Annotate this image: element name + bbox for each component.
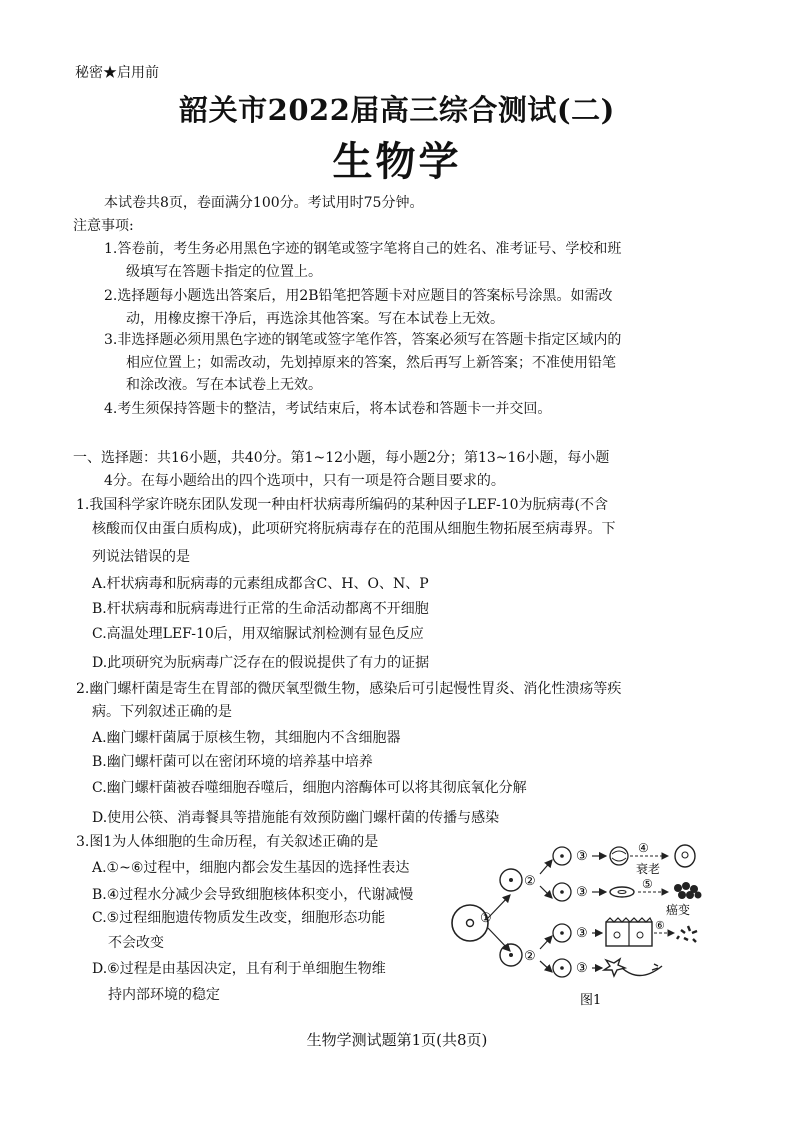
q1-stem: 列说法错误的是 [92, 549, 190, 565]
notes-heading: 注意事项: [73, 218, 134, 234]
step-2-label: ② [524, 874, 536, 889]
arrow [540, 860, 552, 874]
q1-stem: 1.我国科学家许晓东团队发现一种由杆状病毒所编码的某种因子LEF-10为朊病毒(不含 [76, 497, 608, 513]
note-line: 2.选择题每小题选出答案后，用2B铅笔把答题卡对应题目的答案标号涂黑。如需改 [104, 288, 613, 304]
secret-mark: 秘密★启用前 [75, 65, 159, 81]
q1-option-b: B.杆状病毒和朊病毒进行正常的生命活动都离不开细胞 [92, 601, 429, 617]
q2-option-c: C.幽门螺杆菌被吞噬细胞吞噬后，细胞内溶酶体可以将其彻底氧化分解 [92, 780, 527, 796]
flattened-cell [610, 887, 634, 897]
step-4-label: ④ [638, 841, 649, 855]
arrow [540, 936, 552, 949]
q3-option-d: D.⑥过程是由基因决定，且有利于单细胞生物维 [92, 961, 386, 977]
aging-cell [675, 845, 695, 867]
arrow [540, 961, 552, 972]
note-line: 3.非选择题必须用黑色字迹的钢笔或签字笔作答，答案必须写在答题卡指定区域内的 [104, 332, 622, 348]
subject-title: 生物学 [332, 138, 462, 185]
q2-option-d: D.使用公筷、消毒餐具等措施能有效预防幽门螺杆菌的传播与感染 [92, 810, 500, 826]
cell-life-history-figure [440, 838, 720, 1013]
q2-option-b: B.幽门螺杆菌可以在密闭环境的培养基中培养 [92, 754, 373, 770]
step-1-label: ① [480, 911, 492, 926]
cancer-label: 癌变 [666, 903, 691, 917]
q3-option-c: C.⑤过程细胞遗传物质发生改变，细胞形态功能 [92, 910, 386, 926]
q2-option-a: A.幽门螺杆菌属于原核生物，其细胞内不含细胞器 [92, 730, 401, 746]
step-5-label: ⑤ [642, 877, 653, 891]
note-line: 4.考生须保持答题卡的整洁，考试结束后，将本试卷和答题卡一并交回。 [104, 401, 552, 417]
exam-title: 韶关市2022届高三综合测试(二) [179, 93, 615, 127]
q3-option-b: B.④过程水分减少会导致细胞核体积变小，代谢减慢 [92, 887, 414, 903]
note-line: 和涂改液。写在本试卷上无效。 [126, 377, 322, 393]
section-heading: 一、选择题：共16小题，共40分。第1~12小题，每小题2分；第13~16小题，每小题 [73, 450, 610, 466]
cell [500, 869, 522, 891]
figure-caption: 图1 [580, 993, 602, 1008]
cell [553, 847, 571, 865]
step-3-label: ③ [576, 926, 588, 941]
step-6-label: ⑥ [655, 919, 665, 932]
neuron-cell [604, 959, 662, 976]
q3-option-c-cont: 不会改变 [108, 935, 164, 951]
exam-intro: 本试卷共8页，卷面满分100分。考试用时75分钟。 [104, 195, 424, 211]
note-line: 级填写在答题卡指定的位置上。 [126, 264, 322, 280]
q1-stem: 核酸而仅由蛋白质构成)，此项研究将朊病毒存在的范围从细胞生物拓展至病毒界。下 [92, 521, 616, 537]
step-3-label: ③ [576, 885, 588, 900]
step-3-label: ③ [576, 961, 588, 976]
cell [553, 924, 571, 942]
q3-option-d-cont: 持内部环境的稳定 [108, 987, 220, 1003]
q1-option-a: A.杆状病毒和朊病毒的元素组成都含C、H、O、N、P [92, 576, 429, 592]
q2-stem: 2.幽门螺杆菌是寄生在胃部的微厌氧型微生物，感染后可引起慢性胃炎、消化性溃疡等疾 [76, 681, 622, 697]
q1-option-c: C.高温处理LEF-10后，用双缩脲试剂检测有显色反应 [92, 626, 424, 642]
q2-stem: 病。下列叙述正确的是 [92, 704, 232, 720]
cell [553, 883, 571, 901]
cell [553, 959, 571, 977]
arrow [540, 886, 552, 898]
cell [610, 847, 628, 865]
q3-option-a: A.①~⑥过程中，细胞内都会发生基因的选择性表达 [92, 860, 410, 876]
section-heading-cont: 4分。在每小题给出的四个选项中，只有一项是符合题目要求的。 [104, 473, 505, 489]
apoptotic-fragments [677, 926, 697, 942]
arrow [488, 928, 510, 951]
q3-stem: 3.图1为人体细胞的生命历程，有关叙述正确的是 [76, 834, 379, 850]
q1-option-d: D.此项研究为朊病毒广泛存在的假说提供了有力的证据 [92, 655, 430, 671]
step-2-label: ② [524, 949, 536, 964]
epithelial-cells [606, 918, 652, 946]
step-3-label: ③ [576, 849, 588, 864]
page-footer: 生物学测试题第1页(共8页) [306, 1031, 488, 1049]
cancer-cell-cluster [674, 882, 702, 899]
aging-label: 衰老 [636, 862, 661, 876]
cell [500, 944, 522, 966]
note-line: 1.答卷前，考生务必用黑色字迹的钢笔或签字笔将自己的姓名、准考证号、学校和班 [104, 241, 622, 257]
note-line: 动，用橡皮擦干净后，再选涂其他答案。写在本试卷上无效。 [126, 311, 504, 327]
note-line: 相应位置上；如需改动，先划掉原来的答案，然后再写上新答案；不准使用铅笔 [126, 355, 616, 371]
